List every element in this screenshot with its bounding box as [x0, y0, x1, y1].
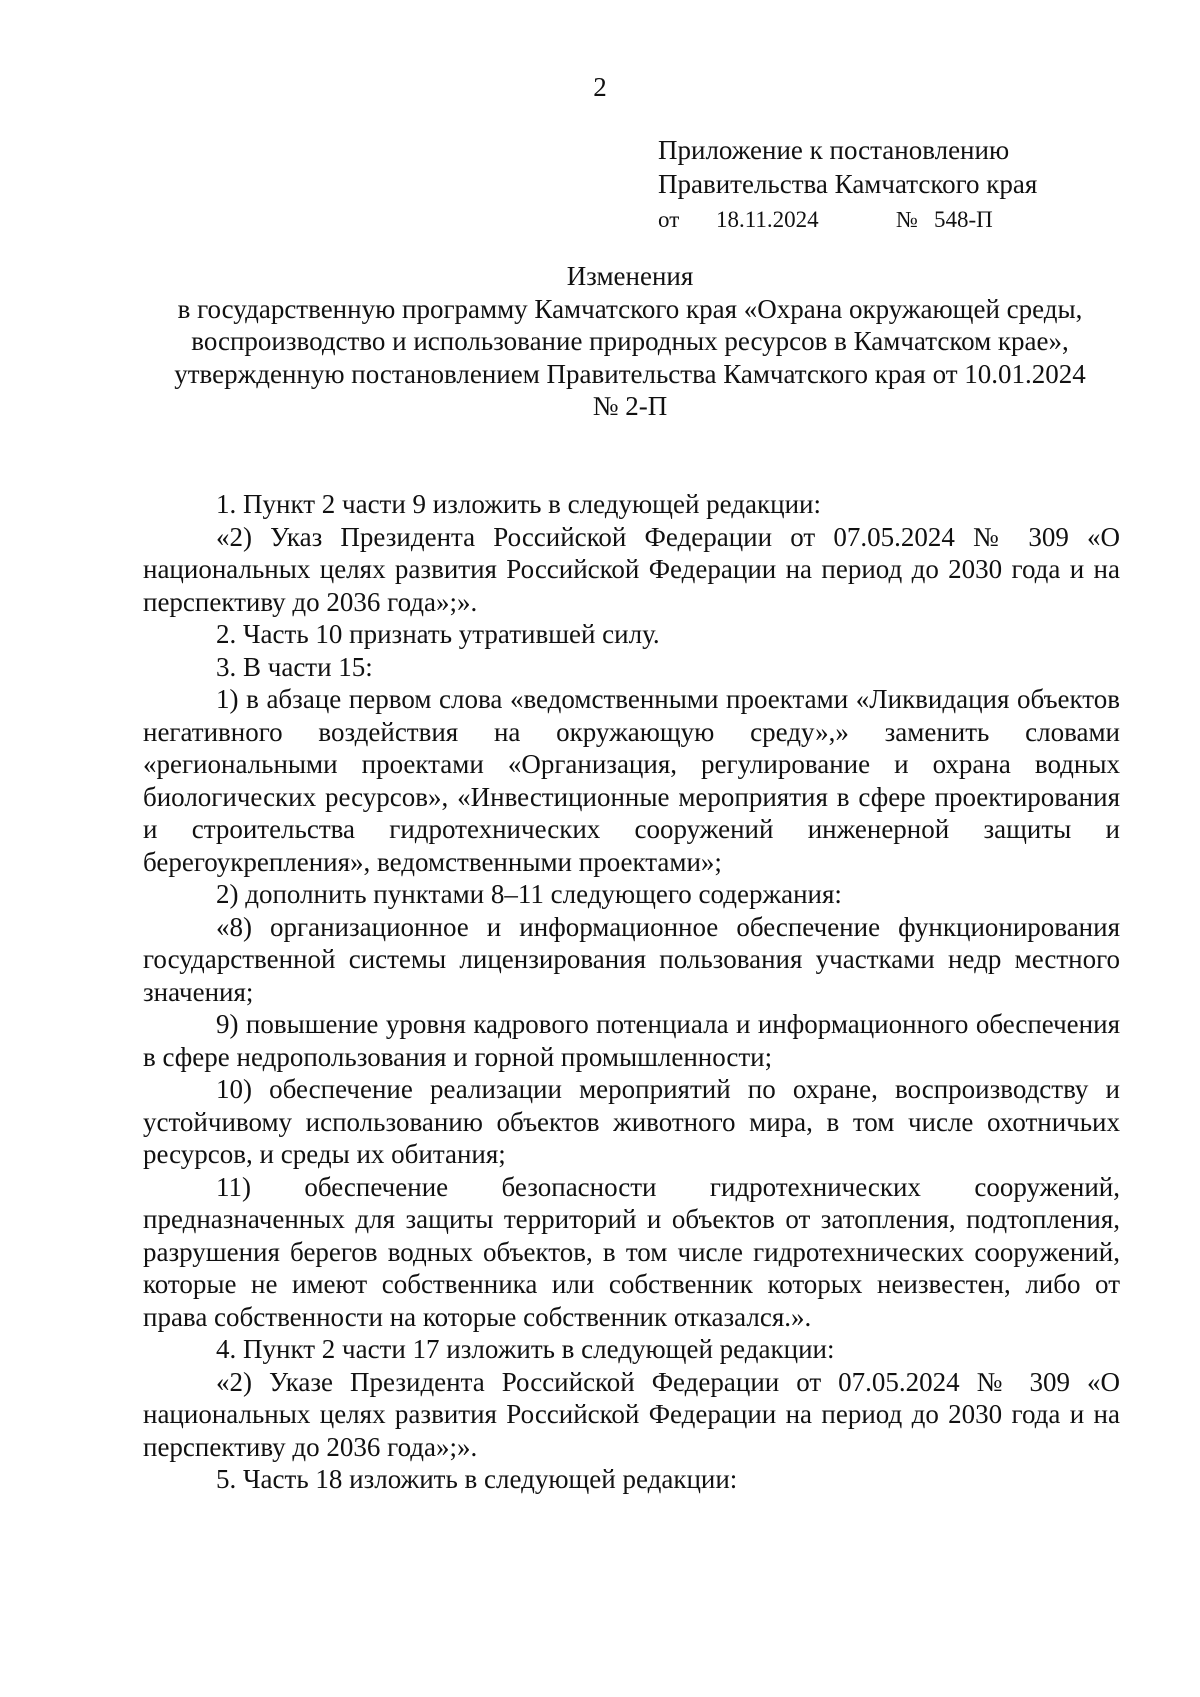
paragraph: 5. Часть 18 изложить в следующей редакции: [216, 1464, 738, 1494]
paragraph: 3. В части 15: [216, 651, 373, 682]
title-line-4: утвержденную постановлением Правительства Камчатского края от 10.01.2024 [174, 358, 1086, 389]
paragraph: 4. Пункт 2 части 17 изложить в следующей редакции: [216, 1334, 835, 1364]
appendix-number-sign: № [896, 207, 918, 232]
appendix-line-2: Правительства Камчатского края [658, 169, 1038, 199]
paragraph: «2) Указ Президента Российской Федерации от 07.05.2024 № 309 «О национальных целях развития Российской Федерации на период до 2030 года и на перспективу до 2036 года»;». [143, 521, 1120, 617]
title-line-3: воспроизводство и использование природных ресурсов в Камчатском крае», [191, 326, 1069, 356]
page-number: 2 [593, 72, 607, 102]
appendix-date-number [658, 203, 1037, 237]
paragraph: 10) обеспечение реализации мероприятий по охране, воспроизводству и устойчивому использованию объектов животного мира, в том числе охотничьих ресурсов, и среды их обитания; [143, 1074, 1120, 1169]
title-line-2: в государственную программу Камчатского края «Охрана окружающей среды, [177, 293, 1083, 324]
appendix-number: 548-П [934, 207, 993, 232]
appendix-header [658, 133, 1037, 237]
paragraph: 1) в абзаце первом слова «ведомственными проектами «Ликвидация объектов негативного воздействия на окружающую среду»,» заменить словами «региональными проектами «Организация, регулирование и охрана водных биологических ресурсов», «Инвестиционные мероприятия в сфере проектирования и строительства гидротехнических сооружений инженерной защиты и берегоукрепления», ведомственными проектами»; [143, 684, 1120, 877]
paragraph: 9) повышение уровня кадрового потенциала и информационного обеспечения в сфере недропользования и горной промышленности; [143, 1009, 1120, 1072]
appendix-line-1: Приложение к постановлению [658, 135, 1010, 165]
appendix-date: 18.11.2024 [716, 207, 819, 232]
document-title [140, 260, 1120, 423]
document-body [143, 488, 1120, 1496]
paragraph: 11) обеспечение безопасности гидротехнических сооружений, предназначенных для защиты территорий и объектов от затопления, подтопления, разрушения берегов водных объектов, в том числе гидротехнических сооружений, которые не имеют собственника или собственник которых неизвестен, либо от права собственности на которые собственник отказался.». [143, 1171, 1120, 1332]
appendix-from-label: от [658, 207, 680, 232]
paragraph: «8) организационное и информационное обеспечение функционирования государственной системы лицензирования пользования участками недр местного значения; [143, 911, 1120, 1007]
paragraph: 2) дополнить пунктами 8–11 следующего содержания: [216, 879, 842, 909]
paragraph: 1. Пункт 2 части 9 изложить в следующей редакции: [216, 489, 821, 519]
paragraph: 2. Часть 10 признать утратившей силу. [216, 619, 660, 649]
title-line-1: Изменения [566, 261, 694, 291]
title-line-5: № 2-П [592, 391, 668, 421]
paragraph: «2) Указе Президента Российской Федерации от 07.05.2024 № 309 «О национальных целях развития Российской Федерации на период до 2030 года и на перспективу до 2036 года»;». [143, 1366, 1120, 1462]
